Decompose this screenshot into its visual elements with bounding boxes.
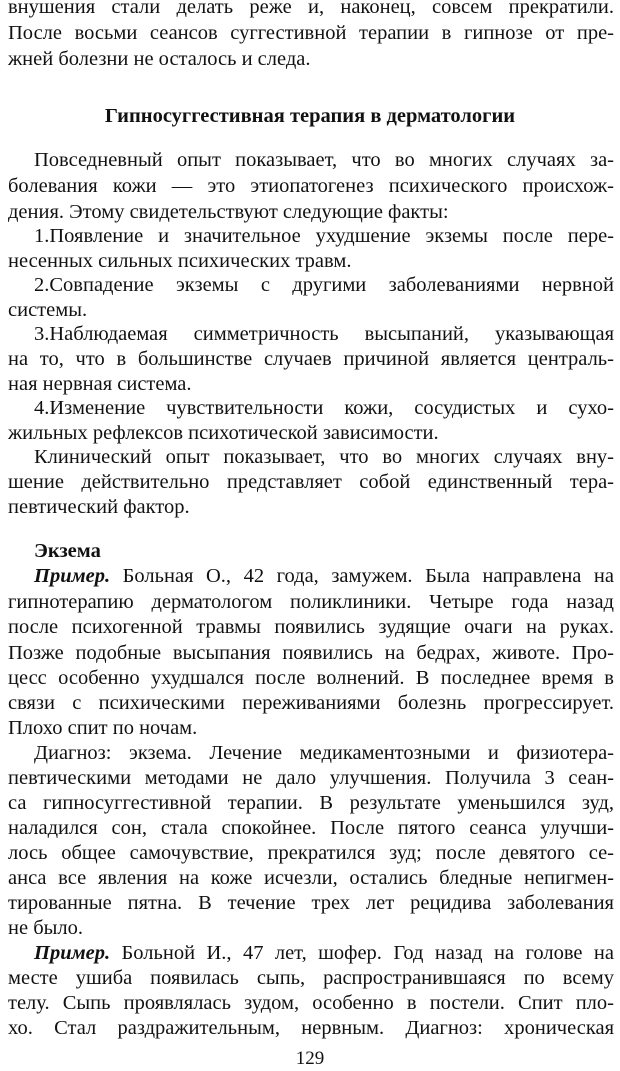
example-first-line — [34, 940, 614, 966]
fact-line: 1.Появление и значительное ухудшение экземы после пере- — [34, 225, 614, 247]
text-line: Повседневный опыт показывает, что во многих случаях за- — [34, 149, 614, 171]
text-line: Клинический опыт показывает, что во многих случаях вну- — [34, 446, 614, 468]
fact-line: несенных сильных психических травм. — [8, 250, 352, 272]
text-line: Плохо спит по ночам. — [8, 717, 198, 739]
example-text: Больная О., 42 года, замужем. Была направлена на — [110, 565, 614, 587]
text-line: певтический фактор. — [8, 496, 190, 518]
text-line: Позже подобные высыпания появились на бедрах, животе. Про- — [8, 642, 614, 664]
text-line: наладился сон, стала спокойнее. После пятого сеанса улучши- — [8, 817, 614, 839]
text-line: болевания кожи — это этиопатогенез психического происхож- — [8, 175, 614, 197]
text-line: После восьми сеансов суггестивной терапии в гипнозе от пре- — [8, 22, 614, 44]
text-line: Диагноз: экзема. Лечение медикаментозными и физиотера- — [34, 742, 614, 764]
section-heading: Гипносуггестивная терапия в дерматологии — [104, 105, 516, 127]
example-first-line — [34, 563, 614, 589]
fact-line: системы. — [8, 299, 88, 321]
text-line: хо. Стал раздражительным, нервным. Диагноз: хроническая — [8, 1017, 614, 1039]
text-line: тированные пятна. В течение трех лет рецидива заболевания — [8, 892, 614, 914]
text-line: са гипносуггестивной терапии. В результате уменьшился зуд, — [8, 792, 614, 814]
text-line: связи с психическими переживаниями болезнь прогрессирует. — [8, 692, 614, 714]
text-line: месте ушиба появилась сыпь, распространившаяся по всему — [8, 967, 614, 989]
text-line: анса все явления на коже исчезли, остались бледные непигмен- — [8, 867, 614, 889]
text-line: телу. Сыпь проявлялась зудом, особенно в постели. Спит пло- — [8, 992, 614, 1014]
example-label: Пример. — [34, 942, 111, 964]
fact-line: 3.Наблюдаемая симметричность высыпаний, указывающая — [34, 323, 614, 345]
text-line: дения. Этому свидетельствуют следующие факты: — [8, 201, 449, 223]
text-line: певтическими методами не дало улучшения. Получила 3 сеан- — [8, 767, 614, 789]
text-line: цесс особенно ухудшался после волнений. В последнее время в — [8, 667, 614, 689]
text-line: шение действительно представляет собой единственный тера- — [8, 471, 614, 493]
text-line: внушения стали делать реже и, наконец, совсем прекратили. — [8, 0, 614, 18]
example-label: Пример. — [34, 565, 111, 587]
fact-line: 4.Изменение чувствительности кожи, сосудистых и сухо- — [34, 397, 614, 419]
text-line: после психогенной травмы появились зудящие очаги на руках. — [8, 616, 614, 638]
text-line: гипнотерапию дерматологом поликлиники. Четыре года назад — [8, 591, 614, 613]
fact-line: ная нервная система. — [8, 373, 192, 395]
example-text: Больной И., 47 лет, шофер. Год назад на голове на — [110, 942, 614, 964]
fact-line: 2.Совпадение экземы с другими заболеваниями нервной — [34, 274, 614, 296]
text-line: не было. — [8, 917, 84, 939]
subheading: Экзема — [34, 540, 101, 562]
text-line: лось общее самочувствие, прекратился зуд; после девятого се- — [8, 842, 614, 864]
fact-line: жильных рефлексов психотической зависимости. — [8, 422, 439, 444]
fact-line: на то, что в большинстве случаев причиной является централь- — [8, 348, 614, 370]
text-line: жней болезни не осталось и следа. — [8, 48, 311, 70]
page-number: 129 — [295, 1048, 325, 1069]
